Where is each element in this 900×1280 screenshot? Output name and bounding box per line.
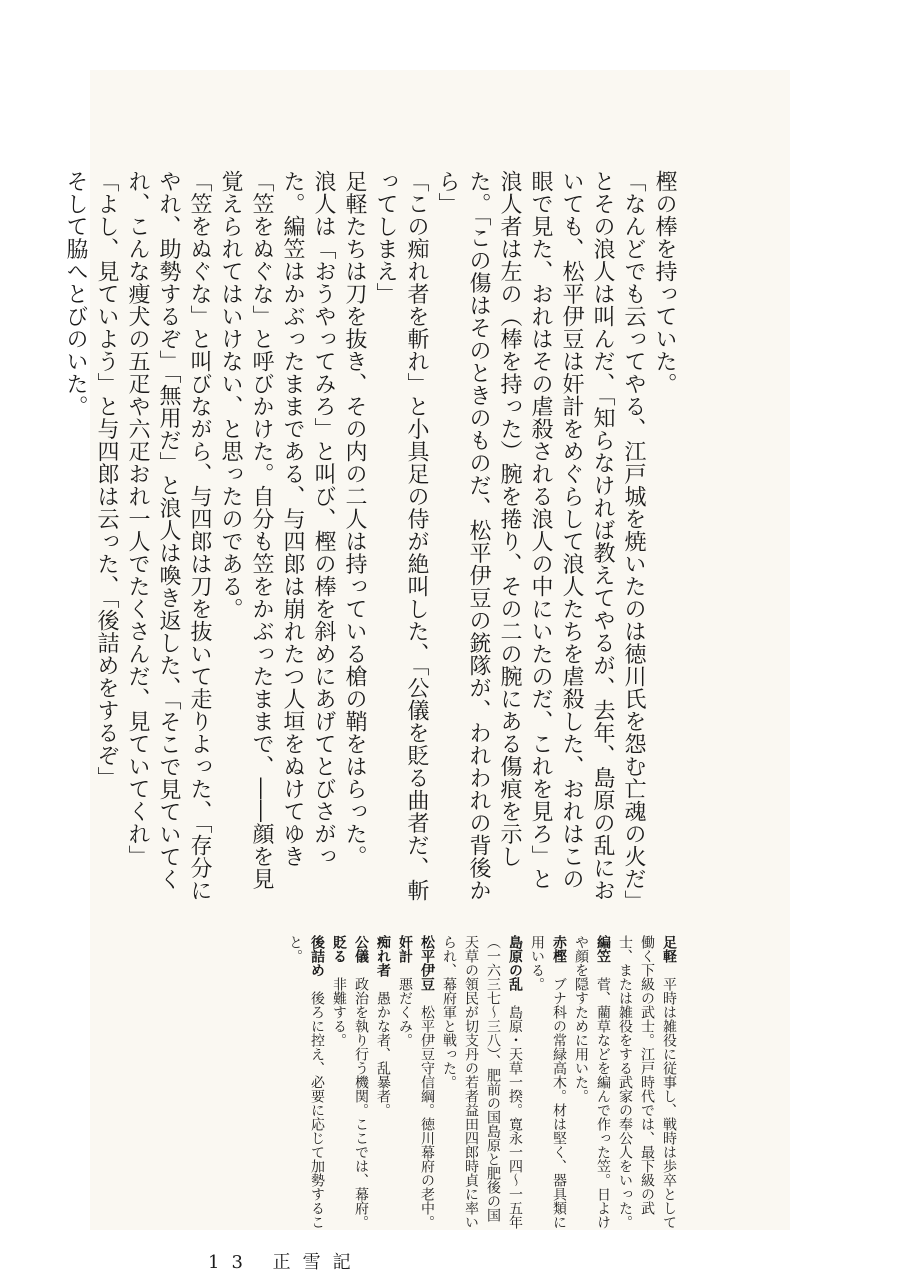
note-item	[394, 935, 416, 1235]
note-term: 後詰め	[309, 935, 325, 977]
note-term: 島原の乱	[507, 935, 523, 991]
annotation-notes	[250, 935, 680, 1235]
note-item	[570, 935, 614, 1235]
text-paragraph: 「なんどでも云ってやる、江戸城を焼いたのは徳川氏を怨む亡魂の火だ」とその浪人は叫んだ、「知らなければ教えてやるが、去年、島原の乱においても、松平伊豆は奸計をめぐらして浪人たちを虐殺した、おれはこの眼で見た、おれはその虐殺される浪人の中にいたのだ、これを見ろ」と浪人者は左の（棒を持った）腕を捲り、その二の腕にある傷痕を示した。「この傷はそのときのものだ、松平伊豆の銃隊が、われわれの背後から」	[435, 170, 646, 902]
note-term: 編笠	[595, 935, 611, 963]
note-text: 平時は雑役に従事し、戦時は歩卒として働く下級の武士。江戸時代では、最下級の武士、または雑役をする武家の奉公人をいった。	[617, 935, 677, 1229]
note-item	[614, 935, 680, 1235]
text-paragraph: 足軽たちは刀を抜き、その内の二人は持っている槍の鞘をはらった。	[342, 170, 367, 868]
main-text	[63, 170, 680, 910]
book-title: 正雪記	[272, 1252, 363, 1273]
note-item	[328, 935, 350, 1235]
note-text: 後ろに控え、必要に応じて加勢すること。	[287, 935, 325, 1229]
note-text: ブナ科の常緑高木。材は堅く、器具類に用いる。	[529, 935, 567, 1229]
text-paragraph: 「笠をぬぐな」と叫びながら、与四郎は刀を抜いて走りよった、「存分にやれ、助勢するぞ」「無用だ」と浪人は喚き返した、「そこで見ていてくれ、こんな痩犬の五疋や六疋おれ一人でたくさんだ、見ていてくれ」	[125, 170, 212, 902]
note-term: 足軽	[661, 935, 677, 963]
text-paragraph: 「この痴れ者を斬れ」と小具足の侍が絶叫した、「公儀を貶る曲者だ、斬ってしまえ」	[373, 170, 429, 902]
note-term: 公儀	[353, 935, 369, 963]
note-text: 非難する。	[331, 977, 347, 1047]
text-paragraph: 浪人は「おうやってみろ」と叫び、樫の棒を斜めにあげてとびさがった。編笠はかぶったままである、与四郎は崩れたつ人垣をぬけてゆき「笠をぬぐな」と呼びかけた。自分も笠をかぶったままで、――顔を見覚えられてはいけない、と思ったのである。	[218, 170, 336, 890]
page-number: 13	[208, 1252, 255, 1273]
text-paragraph: 樫の棒を持っていた。	[652, 170, 677, 395]
note-item	[372, 935, 394, 1235]
note-term: 赤樫	[551, 935, 567, 963]
note-item	[350, 935, 372, 1235]
note-term: 痴れ者	[375, 935, 391, 977]
page-footer	[208, 1248, 363, 1274]
text-paragraph: そして脇へとびのいた。	[63, 170, 88, 418]
text-paragraph: 「よし、見ていよう」と与四郎は云った、「後詰めをするぞ」	[94, 170, 119, 789]
note-text: 悪だくみ。	[397, 977, 413, 1047]
note-text: 松平伊豆守信綱。徳川幕府の老中。	[419, 1005, 435, 1229]
note-text: 島原・天草一揆。寛永一四～一五年（一六三七～三八）、肥前の国島原と肥後の国天草の領民が切支丹の若者益田四郎時貞に率いられ、幕府軍と戦った。	[441, 935, 523, 1229]
note-term: 奸計	[397, 935, 413, 963]
note-term: 貶る	[331, 935, 347, 963]
book-page	[63, 70, 790, 1273]
note-item	[284, 935, 328, 1235]
note-term: 松平伊豆	[419, 935, 435, 991]
note-text: 政治を執り行う機関。ここでは、幕府。	[353, 977, 369, 1229]
note-text: 菅、藺草などを編んで作った笠。日よけや顔を隠すために用いた。	[573, 935, 611, 1229]
note-text: 愚かな者、乱暴者。	[375, 991, 391, 1117]
note-item	[416, 935, 438, 1235]
note-item	[526, 935, 570, 1235]
note-item	[438, 935, 526, 1235]
